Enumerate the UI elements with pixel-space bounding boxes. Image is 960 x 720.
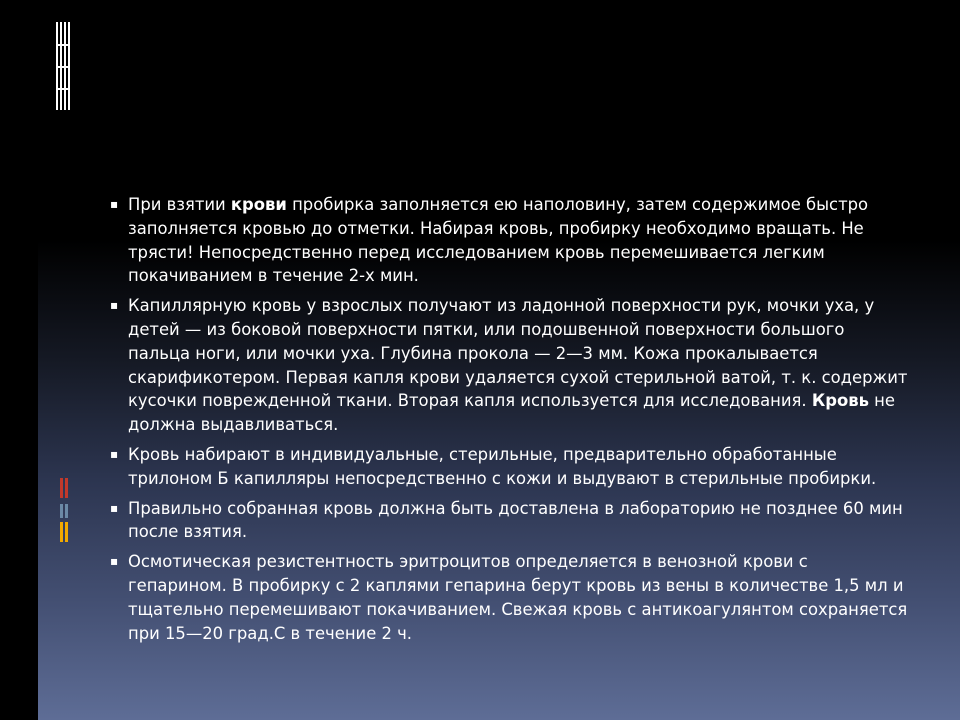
decorative-lines-top bbox=[56, 22, 72, 110]
bullet-text: Кровь набирают в индивидуальные, стерильные, предварительно обработанные трилоном Б капилляры непосредственно с кожи и выдувают в стерильные пробирки. bbox=[128, 444, 877, 488]
left-strip bbox=[0, 0, 38, 720]
decorative-lines-mid bbox=[60, 478, 72, 542]
bullet-icon: ▪ bbox=[110, 500, 119, 515]
bullet-item bbox=[108, 443, 908, 491]
bullet-item bbox=[108, 550, 908, 645]
bullet-text: Осмотическая резистентность эритроцитов определяется в венозной крови с гепарином. В пробирку с 2 каплями гепарина берут кровь из вены в количестве 1,5 мл и тщательно перемешивают покачиванием. Свежая кровь с антикоагулянтом сохраняется при 15—20 град.С в течение 2 ч. bbox=[128, 552, 908, 643]
bullet-item bbox=[108, 294, 908, 437]
bullet-icon: ▪ bbox=[110, 446, 119, 461]
bullet-item bbox=[108, 193, 908, 288]
bullet-text: При взятии bbox=[128, 195, 231, 214]
bullet-text: пробирка заполняется ею наполовину, затем содержимое быстро заполняется кровью до отметки. Набирая кровь, пробирку необходимо вращать. Не трясти! Непосредственно перед исследованием кровь перемешивается легким покачиванием в течение 2-х мин. bbox=[128, 195, 869, 286]
bullet-item bbox=[108, 497, 908, 545]
bullet-list bbox=[108, 193, 908, 651]
bullet-bold-text: крови bbox=[230, 195, 287, 214]
bullet-text: не должна выдавливаться. bbox=[128, 391, 895, 435]
bullet-bold-text: Кровь bbox=[811, 391, 869, 411]
bullet-icon: ▪ bbox=[110, 554, 119, 569]
bullet-icon: ▪ bbox=[110, 298, 119, 313]
bullet-text: Правильно собранная кровь должна быть доставлена в лабораторию не позднее 60 мин после взятия. bbox=[128, 498, 903, 542]
bullet-icon: ▪ bbox=[110, 197, 119, 211]
bullet-text: Капиллярную кровь у взрослых получают из ладонной поверхности рук, мочки уха, у детей — из боковой поверхности пятки, или подошвенной поверхности большого пальца ноги, или мочки уха. Глубина прокола — 2—3 мм. Кожа прокалывается скарификотером. Первая капля крови удаляется сухой стерильной ватой, т. к. содержит кусочки поврежденной ткани. Вторая капля используется для исследования. bbox=[128, 296, 908, 411]
